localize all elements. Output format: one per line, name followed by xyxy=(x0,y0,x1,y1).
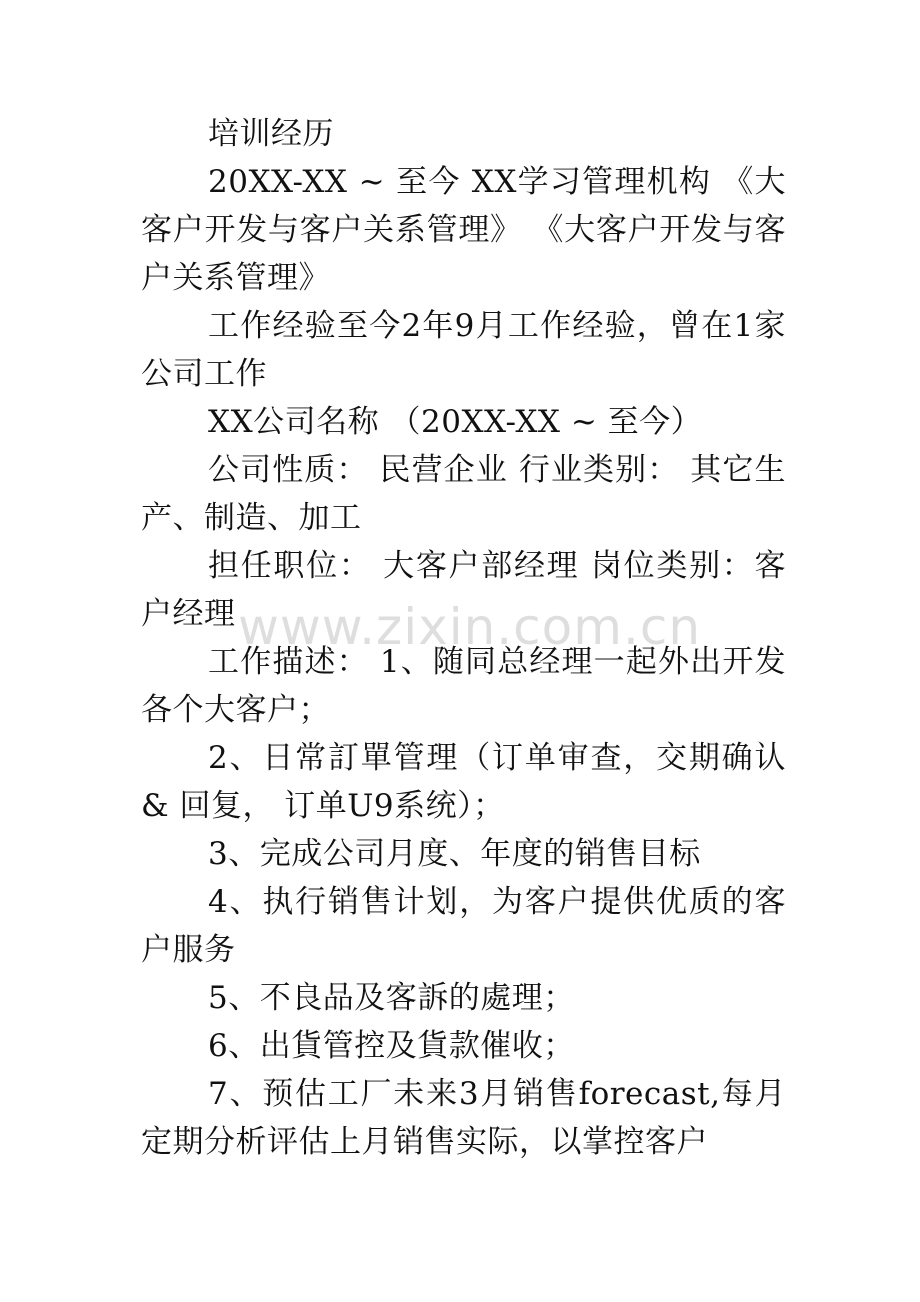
job-description-item-3: 3、完成公司月度、年度的销售目标 xyxy=(208,836,701,872)
training-entry: 20XX-XX ~ 至今 XX学习管理机构 《大客户开发与客户关系管理》 《大客户开发与客户关系管理》 xyxy=(141,164,786,296)
company-name-line: XX公司名称 （20XX-XX ~ 至今） xyxy=(208,404,703,440)
job-description-item-5: 5、不良品及客訴的處理； xyxy=(208,980,575,1016)
position-line: 担任职位： 大客户部经理 岗位类别：客户经理 xyxy=(141,548,786,632)
job-description-item-2: 2、日常訂單管理（订单审查，交期确认 & 回复， 订单U9系统）； xyxy=(141,740,786,824)
watermark-text: www.zixin.com.cn xyxy=(238,598,702,656)
job-description-item-4: 4、执行销售计划，为客户提供优质的客户服务 xyxy=(141,884,786,968)
document-body xyxy=(141,110,786,1166)
company-nature-line: 公司性质： 民营企业 行业类别： 其它生产、制造、加工 xyxy=(141,452,786,536)
job-description-item-6: 6、出貨管控及貨款催收； xyxy=(208,1028,575,1064)
work-experience-summary: 工作经验至今2年9月工作经验，曾在1家公司工作 xyxy=(141,308,786,392)
job-description-item-7: 7、预估工厂未来3月销售forecast,每月定期分析评估上月销售实际，以掌控客户 xyxy=(141,1076,786,1160)
job-description-item-1: 工作描述： 1、随同总经理一起外出开发各个大客户； xyxy=(141,644,786,728)
section-heading-training: 培训经历 xyxy=(208,116,334,152)
